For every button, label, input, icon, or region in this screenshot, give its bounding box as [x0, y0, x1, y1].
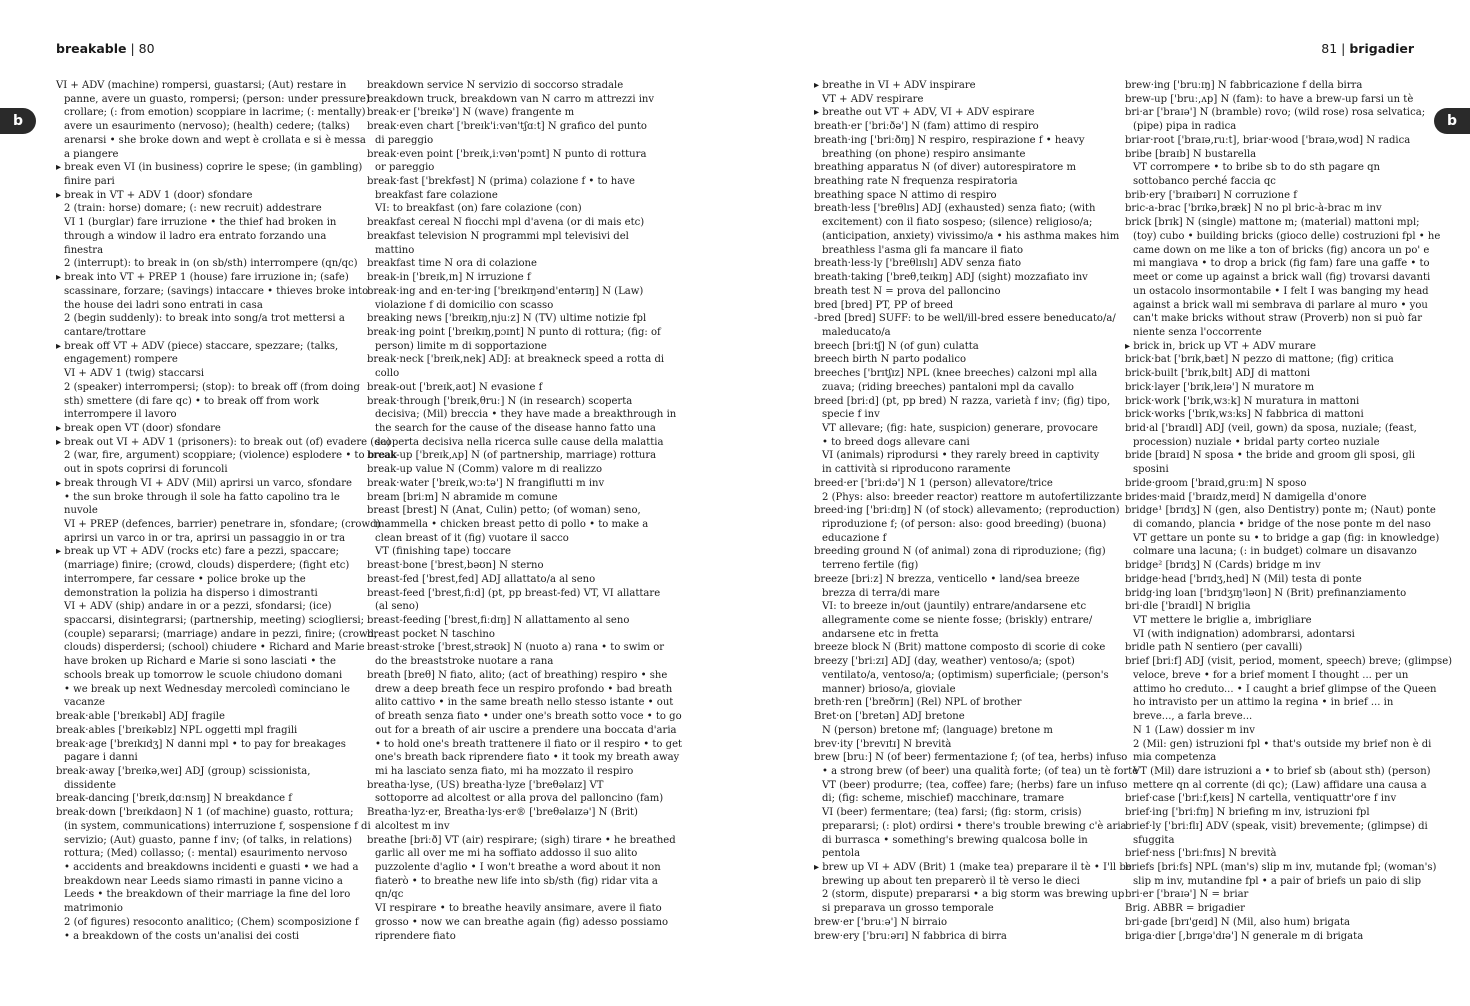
entry-line: ▸ break in VT + ADV 1 (door) sfondare [56, 189, 253, 201]
entry-line: (marriage) finire; (crowd, clouds) disperdere; (fight etc) [64, 560, 350, 572]
entry-line: briar·root ['braɪə,ruːt], briar·wood ['braɪə,wʊd] N radica [1125, 134, 1411, 146]
entry-line: riprendere fiato [375, 930, 456, 942]
entry-line: brid·al ['braɪdl] ADJ (veil, gown) da sposa, nuziale; (feast, [1125, 422, 1417, 434]
entry-line: break·through ['breɪk,θruː] N (in research) scoperta [367, 395, 633, 407]
entry-line: scoperta decisiva nella ricerca sulle cause della malattia [375, 436, 664, 448]
entry-line: excitement) con il fiato sospeso; (silence) religioso/a; [822, 217, 1093, 229]
entry-line: avere un esaurimento (nervoso); (health) cedere; (talks) [64, 121, 350, 133]
entry-line: break·water ['breɪk,wɔːtə'] N frangiflutti m inv [367, 477, 605, 489]
entry-line: the house dei ladri sono entrati in casa [64, 299, 263, 311]
entry-line: brick [brɪk] N (single) mattone m; (material) mattoni mpl; [1125, 217, 1420, 229]
entry-line: schools break up tomorrow le scuole chiudono domani [64, 669, 343, 681]
entry-line: bream [briːm] N abramide m comune [367, 491, 558, 503]
entry-line: alcoltest m inv [375, 820, 450, 832]
entry-line: sottoporre ad alcoltest or alla prova del palloncino (fam) [375, 793, 664, 805]
entry-line: manner) brioso/a, gioviale [822, 683, 956, 695]
entry-line: breed [briːd] (pt, pp bred) N razza, varietà f inv; (fig) tipo, [814, 395, 1111, 407]
entry-line: break·even point ['breɪk,iːvən'pɔɪnt] N punto di rottura [367, 148, 647, 160]
entry-line: break·ing and en·ter·ing ['breɪkɪŋənd'entərɪŋ] N (Law) [367, 285, 644, 297]
entry-line: (toy) cubo • building bricks (gioco delle) costruzioni fpl • he [1133, 230, 1441, 242]
entry-line: break·neck ['breɪk,nek] ADJ: at breakneck speed a rotta di [367, 354, 665, 366]
entry-line: crollare; (: from emotion) scoppiare in lacrime; (: mentally) [64, 107, 366, 119]
entry-line: educazione f [822, 532, 887, 544]
entry-line: out for a breath of air uscire a prendere una boccata d'aria [375, 724, 677, 736]
entry-line: ▸ break off VT + ADV (piece) staccare, spezzare; (talks, [56, 340, 339, 352]
entry-line: breath·er ['briːðə'] N (fam) attimo di respiro [814, 121, 1039, 133]
entry-line: breast·stroke ['brest,strəʊk] N (nuoto a) rana • to swim or [367, 642, 665, 654]
entry-line: brick·work ['brɪk,wɜːk] N muratura in mattoni [1125, 395, 1360, 407]
entry-line: fiaterò • to breathe new life into sb/sth (fig) ridar vita a [375, 875, 658, 887]
entry-line: breathe [briːð] VT (air) respirare; (sigh) tirare • he breathed [367, 834, 676, 846]
entry-line: breakfast television N programmi mpl televisivi del [367, 230, 629, 242]
entry-line: do the breaststroke nuotare a rana [375, 656, 554, 668]
entry-line: • to hold one's breath trattenere il fiato or il respiro • to get [375, 738, 683, 750]
entry-line: VT gettare un ponte su • to bridge a gap (fig: in knowledge) [1133, 532, 1440, 544]
dictionary-column-4 [1125, 79, 1453, 949]
entry-line: mammella • chicken breast petto di pollo • to make a [375, 519, 649, 530]
entry-line: breast-fed ['brest,fed] ADJ allattato/a al seno [367, 573, 596, 585]
entry-line: breve..., a farla breve... [1133, 711, 1253, 723]
entry-line: ▸ brick in, brick up VT + ADV murare [1125, 340, 1316, 352]
entry-line: sposini [1133, 464, 1169, 476]
entry-line: mattino [375, 244, 415, 256]
entry-line: slip m inv, mutandine fpl • a pair of briefs un paio di slip [1133, 875, 1422, 887]
entry-line: meet or come up against a brick wall (fig) trovarsi davanti [1133, 272, 1431, 284]
entry-line: dissidente [64, 779, 117, 791]
entry-line: breast pocket N taschino [367, 628, 495, 640]
entry-line: can't make bricks without straw (Proverb) non si può far [1133, 313, 1423, 325]
entry-line: engagement) rompere [64, 354, 178, 366]
entry-line: mi ha lasciato senza fiato, mi ha mozzato il respiro [375, 765, 634, 777]
entry-line: break-dancing ['breɪk,dɑːnsɪŋ] N breakdance f [56, 793, 292, 805]
entry-line: breathing rate N frequenza respiratoria [814, 176, 1018, 188]
entry-line: qn/qc [375, 889, 404, 901]
entry-line: break·age ['breɪkɪdʒ] N danni mpl • to pay for breakages [56, 738, 346, 750]
entry-line: VI + PREP (defences, barrier) penetrare in, sfondare; (crowd) [64, 519, 381, 530]
entry-line: of breath senza fiato • under one's breath sotto voce • to go [375, 711, 682, 723]
entry-line: break·able ['breɪkəbl] ADJ fragile [56, 711, 225, 723]
entry-line: VI + ADV (machine) rompersi, guastarsi; (Aut) restare in [56, 80, 347, 91]
entry-line: break-up ['breɪk,ʌp] N (of partnership, marriage) rottura [367, 450, 657, 462]
entry-line: spaccarsi, disintegrarsi; (partnership, meeting) sciogliersi; [64, 615, 364, 627]
entry-line: breed·er ['briːdə'] N 1 (person) allevatore/trice [814, 477, 1053, 489]
entry-line: collo [375, 368, 400, 380]
entry-line: breakfast fare colazione [375, 189, 498, 201]
page-header-right [1321, 41, 1414, 56]
entry-line: cantare/trottare [64, 326, 146, 338]
entry-line: breech [briːtʃ] N (of gun) culatta [814, 340, 979, 352]
entry-line: ▸ break up VT + ADV (rocks etc) fare a pezzi, spaccare; [56, 546, 340, 558]
dictionary-column-3 [814, 79, 1139, 949]
entry-line: brew-up ['bruː,ʌp] N (fam): to have a brew-up farsi un tè [1125, 93, 1414, 105]
entry-line: • the sun broke through il sole ha fatto capolino tra le [64, 491, 340, 503]
entry-line: nuvole [64, 505, 98, 517]
entry-line: breeches ['brɪtʃɪz] NPL (knee breeches) calzoni mpl alla [814, 368, 1098, 380]
entry-line: VT mettere le briglie a, imbrigliare [1133, 615, 1312, 627]
entry-line: Breatha·lyz·er, Breatha·lys·er® ['breθəlaɪzə'] N (Brit) [367, 807, 638, 819]
entry-line: Bret·on ['bretən] ADJ bretone [814, 711, 965, 723]
entry-line: sottobanco perché faccia qc [1133, 176, 1276, 188]
entry-line: bridle path N sentiero (per cavalli) [1125, 642, 1303, 654]
entry-line: a piangere [64, 148, 119, 160]
entry-line: brew·ery ['bruːərɪ] N fabbrica di birra [814, 930, 1007, 942]
entry-line: breaking news ['breɪkɪŋ,njuːz] N (TV) ultime notizie fpl [367, 313, 647, 325]
entry-line: bred [bred] PT, PP of breed [814, 299, 954, 311]
entry-line: (in system, communications) interruzione f, sospensione f di [64, 820, 371, 832]
entry-line: (couple) separarsi; (marriage) andare in pezzi, finire; (crowd, [64, 628, 378, 640]
left-guide-word: breakable [56, 41, 127, 56]
entry-line: grosso • now we can breathe again (fig) adesso possiamo [375, 916, 669, 928]
entry-line: mia competenza [1133, 752, 1217, 764]
entry-line: pentola [822, 848, 861, 860]
page-header-left [56, 41, 155, 56]
entry-line: 2 (train: horse) domare; (: new recruit) addestrare [64, 203, 322, 215]
entry-line: attimo ho creduto... • I caught a brief glimpse of the Queen [1133, 683, 1437, 695]
entry-line: breezy ['briːzɪ] ADJ (day, weather) ventoso/a; (spot) [814, 656, 1075, 668]
entry-line: • we break up next Wednesday mercoledì cominciano le [64, 683, 351, 695]
entry-line: 2 (Phys: also: breeder reactor) reattore m autofertilizzante [822, 491, 1123, 503]
entry-line: came down on me like a ton of bricks (fig) ancora un po' e [1133, 244, 1430, 256]
entry-line: the search for the cause of the disease hanno fatto una [375, 422, 656, 434]
entry-line: pagare i danni [64, 752, 138, 764]
entry-line: breast-feeding ['brest,fiːdɪŋ] N allattamento al seno [367, 615, 630, 627]
entry-line: break·even chart ['breɪk'iːvən'tʃɑːt] N grafico del punto [367, 121, 647, 133]
entry-line: VI respirare • to breathe heavily ansimare, avere il fiato [375, 903, 662, 915]
entry-line: breathing space N attimo di respiro [814, 189, 997, 201]
entry-line: breath·less·ly ['breθlɪslɪ] ADV senza fiato [814, 258, 1022, 270]
entry-line: N (person) bretone mf; (language) bretone m [822, 724, 1053, 736]
entry-line: breech birth N parto podalico [814, 354, 967, 366]
thumb-tab-right: b [1434, 108, 1470, 134]
entry-line: break·down ['breɪkdaʊn] N 1 (of machine) guasto, rottura; [56, 807, 354, 819]
entry-line: (al seno) [375, 601, 419, 613]
entry-line: rottura; (Med) collasso; (: mental) esaurimento nervoso [64, 848, 348, 860]
entry-line: VI + ADV 1 (twig) staccarsi [64, 368, 205, 380]
entry-line: brev·ity ['brevɪtɪ] N brevità [814, 738, 952, 750]
entry-line: in cattività si riproducono raramente [822, 464, 1011, 476]
entry-line: interrompere, far cessare • police broke up the [64, 573, 306, 585]
entry-line: di; (fig: scheme, mischief) macchinare, tramare [822, 793, 1065, 805]
entry-line: un ostacolo insormontabile • I felt I was banging my head [1133, 285, 1429, 297]
entry-line: VT corrompere • to bribe sb to do sth pagare qn [1133, 162, 1381, 174]
entry-line: brick·layer ['brɪk,leɪə'] N muratore m [1125, 381, 1315, 393]
entry-line: one's breath back riprendere fiato • it took my breath away [375, 752, 680, 764]
entry-line: (pipe) pipa in radica [1133, 121, 1237, 133]
entry-line: violazione f di domicilio con scasso [375, 299, 554, 311]
entry-line: procession) nuziale • bridal party corteo nuziale [1133, 436, 1380, 448]
entry-line: bri·dle ['braɪdl] N briglia [1125, 601, 1251, 613]
entry-line: VI (animals) riprodursi • they rarely breed in captivity [822, 450, 1100, 462]
entry-line: di comando, plancia • bridge of the nose ponte m del naso [1133, 519, 1431, 530]
entry-line: breathing (on phone) respiro ansimante [822, 148, 1026, 160]
entry-line: brezza di terra/di mare [822, 587, 940, 599]
entry-line: bri·ar ['braɪə'] N (bramble) rovo; (wild rose) rosa selvatica; [1125, 107, 1426, 119]
entry-line: bridge·head ['brɪdʒ,hed] N (Mil) testa di ponte [1125, 573, 1362, 585]
entry-line: VT (finishing tape) toccare [375, 546, 511, 558]
entry-line: terreno fertile (fig) [822, 560, 919, 572]
entry-line: bride [braɪd] N sposa • the bride and groom gli sposi, gli [1125, 450, 1416, 462]
entry-line: veloce, breve • for a brief moment I thought ... per un [1133, 669, 1409, 681]
entry-line: 2 (Mil: gen) istruzioni fpl • that's outside my brief non è di [1133, 738, 1432, 750]
entry-line: breakdown service N servizio di soccorso stradale [367, 80, 624, 91]
entry-line: ▸ breathe out VT + ADV, VI + ADV espirare [814, 107, 1035, 119]
entry-line: finire pari [64, 176, 115, 188]
entry-line: ▸ break even VI (in business) coprire le spese; (in gambling) [56, 162, 363, 174]
entry-line: breakdown truck, breakdown van N carro m attrezzi inv [367, 93, 655, 105]
entry-line: mi mangiava • to drop a brick (fig fam) fare una gaffe • to [1133, 258, 1430, 270]
entry-line: bridge¹ [brɪdʒ] N (gen, also Dentistry) ponte m; (Naut) ponte [1125, 505, 1436, 517]
entry-line: bridg·ing loan ['brɪdʒɪŋ'ləʊn] N (Brit) prefinanziamento [1125, 587, 1407, 599]
entry-line: break·fast ['brekfəst] N (prima) colazione f • to have [367, 176, 635, 188]
entry-line: di pareggio [375, 134, 434, 146]
entry-line: breath test N = prova del palloncino [814, 285, 1001, 297]
entry-line: bribe [braɪb] N bustarella [1125, 148, 1257, 160]
entry-line: break-up value N (Comm) valore m di realizzo [367, 464, 603, 476]
entry-line: VT (Mil) dare istruzioni a • to brief sb (about sth) (person) [1133, 765, 1431, 777]
entry-line: breed·ing ['briːdɪŋ] N (of stock) allevamento; (reproduction) [814, 505, 1120, 517]
entry-line: mettere qn al corrente (di qc); (Law) affidare una causa a [1133, 779, 1427, 791]
entry-line: breakfast cereal N fiocchi mpl d'avena (or di mais etc) [367, 217, 645, 229]
entry-line: riproduzione f; (of person: also: good breeding) (buona) [822, 519, 1107, 530]
entry-line: VI: to breeze in/out (jauntily) entrare/andarsene etc [822, 601, 1087, 613]
entry-line: break·er ['breɪkə'] N (wave) frangente m [367, 107, 575, 119]
entry-line: brick·bat ['brɪk,bæt] N pezzo di mattone; (fig) critica [1125, 354, 1394, 366]
entry-line: si preparava un grosso temporale [822, 903, 994, 915]
entry-line: VI (with indignation) adombrarsi, adontarsi [1133, 628, 1355, 640]
entry-line: brief·ly ['briːflɪ] ADV (speak, visit) brevemente; (glimpse) di [1125, 820, 1428, 832]
entry-line: garlic all over me mi ha soffiato addosso il suo alito [375, 848, 638, 860]
entry-line: VI: to breakfast (on) fare colazione (con) [375, 203, 582, 215]
entry-line: VI + ADV (ship) andare in or a pezzi, sfondarsi; (ice) [64, 601, 332, 613]
entry-line: -bred [bred] SUFF: to be well/ill-bred essere beneducato/a/ [814, 313, 1116, 325]
entry-line: breeding ground N (of animal) zona di riproduzione; (fig) [814, 546, 1106, 558]
entry-line: 2 (war, fire, argument) scoppiare; (violence) esplodere • to break [64, 450, 397, 462]
entry-line: • a breakdown of the costs un'analisi dei costi [64, 930, 300, 942]
entry-line: ▸ break into VT + PREP 1 (house) fare irruzione in; (safe) [56, 272, 349, 284]
entry-line: zuava; (riding breeches) pantaloni mpl da cavallo [822, 381, 1074, 393]
entry-line: niente senza l'occorrente [1133, 326, 1262, 338]
entry-line: 2 (of figures) resoconto analitico; (Chem) scomposizione f [64, 916, 359, 928]
entry-line: prepararsi; (: plot) ordirsi • there's trouble brewing c'è aria [822, 820, 1127, 832]
entry-line: brick-built ['brɪk,bɪlt] ADJ di mattoni [1125, 368, 1311, 380]
entry-line: breast-feed ['brest,fiːd] (pt, pp breast-fed) VT, VI allattare [367, 587, 661, 599]
entry-line: break·away ['breɪkə,weɪ] ADJ (group) scissionista, [56, 765, 311, 777]
entry-line: breathless l'asma gli fa mancare il fiato [822, 244, 1024, 256]
right-page-number: 81 | [1321, 41, 1350, 56]
entry-line: scassinare, forzare; (savings) intaccare • thieves broke into [64, 285, 369, 297]
entry-line: andarsene etc in fretta [822, 628, 939, 640]
entry-line: or pareggio [375, 162, 435, 174]
thumb-tab-left: b [0, 108, 36, 134]
left-page-number: | 80 [126, 41, 155, 56]
entry-line: break-in ['breɪk,ɪn] N irruzione f [367, 272, 531, 284]
entry-line: specie f inv [822, 409, 880, 421]
entry-line: allegramente come se niente fosse; (briskly) entrare/ [822, 615, 1093, 627]
entry-line: ▸ break through VI + ADV (Mil) aprirsi un varco, sfondare [56, 477, 353, 489]
entry-line: brides·maid ['braɪdz,meɪd] N damigella d'onore [1125, 491, 1367, 503]
entry-line: ▸ brew up VI + ADV (Brit) 1 (make tea) preparare il tè • I'll be [814, 861, 1132, 873]
entry-line: 2 (interrupt): to break in (on sb/sth) interrompere (qn/qc) [64, 258, 358, 270]
entry-line: out in spots coprirsi di foruncoli [64, 464, 228, 476]
entry-line: bri·er ['braɪə'] N = briar [1125, 889, 1249, 901]
entry-line: maleducato/a [822, 326, 891, 338]
entry-line: break·ing point ['breɪkɪŋ,pɔɪnt] N punto di rottura; (fig: of [367, 326, 661, 338]
entry-line: breathing apparatus N (of diver) autorespiratore m [814, 162, 1076, 174]
entry-line: brief·ness ['briːfnɪs] N brevità [1125, 848, 1277, 860]
entry-line: breatha·lyse, (US) breatha·lyze ['breθəlaɪz] VT [367, 779, 604, 791]
entry-line: briga·dier [,brɪgə'dɪə'] N generale m di brigata [1125, 930, 1364, 942]
entry-line: breast·bone ['brest,bəʊn] N sterno [367, 560, 544, 572]
entry-line: breakdown near Leeds siamo rimasti in panne vicino a [64, 875, 343, 887]
entry-line: brib·ery ['braɪbərɪ] N corruzione f [1125, 189, 1297, 201]
entry-line: through a window il ladro era entrato forzando una [64, 230, 327, 242]
entry-line: breath·less ['breθlɪs] ADJ (exhausted) senza fiato; (with [814, 203, 1096, 215]
entry-line: decisiva; (Mil) breccia • they have made a breakthrough in [375, 409, 677, 421]
entry-line: vacanze [64, 697, 105, 709]
entry-line: drew a deep breath fece un respiro profondo • bad breath [375, 683, 673, 695]
entry-line: matrimonio [64, 903, 123, 915]
entry-line: briefs [briːfs] NPL (man's) slip m inv, mutande fpl; (woman's) [1125, 861, 1437, 873]
entry-line: 2 (speaker) interrompersi; (stop): to break off (from doing [64, 381, 360, 393]
entry-line: Leeds • the breakdown of their marriage la fine del loro [64, 889, 351, 901]
entry-line: brewing up about ten preparerò il tè verso le dieci [822, 875, 1080, 887]
entry-line: puzzolente d'aglio • I won't breathe a word about it non [375, 861, 661, 873]
entry-line: sth) smettere (di fare qc) • to break off from work [64, 395, 320, 407]
entry-line: brew·ing ['bruːɪŋ] N fabbricazione f della birra [1125, 80, 1363, 91]
entry-line: arenarsi • she broke down and wept è crollata e si è messa [64, 134, 366, 146]
entry-line: breeze block N (Brit) mattone composto di scorie di coke [814, 642, 1106, 654]
entry-line: person) limite m di sopportazione [375, 340, 547, 352]
entry-line: breast [brest] N (Anat, Culin) petto; (of woman) seno, [367, 505, 641, 517]
entry-line: against a brick wall mi sembrava di parlare al muro • you [1133, 299, 1428, 311]
entry-line: breath [breθ] N fiato, alito; (act of breathing) respiro • she [367, 669, 668, 681]
entry-line: breath·taking ['breθ,teɪkɪŋ] ADJ (sight) mozzafiato inv [814, 272, 1088, 284]
entry-line: bride·groom ['braɪd,gruːm] N sposo [1125, 477, 1307, 489]
entry-line: VT + ADV respirare [822, 93, 924, 105]
entry-line: breth·ren ['breðrɪn] (Rel) NPL of brother [814, 697, 1022, 709]
entry-line: brief·ing ['briːfɪŋ] N briefing m inv, istruzioni fpl [1125, 807, 1370, 819]
entry-line: breath·ing ['briːðɪŋ] N respiro, respirazione f • heavy [814, 134, 1085, 146]
entry-line: sfuggita [1133, 834, 1175, 846]
entry-line: servizio; (Aut) guasto, panne f inv; (of talks, in relations) [64, 834, 353, 846]
entry-line: bridge² [brɪdʒ] N (Cards) bridge m inv [1125, 560, 1321, 572]
entry-line: • to breed dogs allevare cani [822, 436, 970, 448]
entry-line: brick·works ['brɪk,wɜːks] N fabbrica di mattoni [1125, 409, 1364, 421]
entry-line: • a strong brew (of beer) una qualità forte; (of tea) un tè forte [822, 765, 1139, 777]
entry-line: ▸ break out VI + ADV 1 (prisoners): to break out (of) evadere (da) [56, 436, 391, 448]
right-guide-word: brigadier [1349, 41, 1414, 56]
entry-line: (anticipation, anxiety) vivissimo/a • his asthma makes him [822, 230, 1120, 242]
entry-line: have broken up Richard e Marie si sono lasciati • the [64, 656, 336, 668]
entry-line: brew [bruː] N (of beer) fermentazione f; (of tea, herbs) infuso [814, 752, 1128, 764]
entry-line: bric-a-brac ['brɪkə,bræk] N no pl bric-à-brac m inv [1125, 203, 1382, 215]
entry-line: clean breast of it (fig) vuotare il sacco [375, 532, 569, 544]
entry-line: finestra [64, 244, 104, 256]
entry-line: ventilato/a, ventoso/a; (optimism) superficiale; (person's [822, 669, 1109, 681]
entry-line: break-out ['breɪk,aʊt] N evasione f [367, 381, 543, 393]
entry-line: VI (beer) fermentare; (tea) farsi; (fig: storm, crisis) [822, 807, 1082, 819]
entry-line: interrompere il lavoro [64, 409, 177, 421]
entry-line: ▸ breathe in VI + ADV inspirare [814, 80, 976, 91]
entry-line: alito cattivo • in the same breath nello stesso istante • out [375, 697, 674, 709]
entry-line: VT (beer) produrre; (tea, coffee) fare; (herbs) fare un infuso [822, 779, 1128, 791]
entry-line: 2 (storm, dispute) prepararsi • a big storm was brewing up [822, 889, 1125, 901]
entry-line: aprirsi un varco in or tra, aprirsi un passaggio in or tra [64, 532, 346, 544]
entry-line: panne, avere un guasto, rompersi; (person: under pressure) [64, 93, 370, 105]
entry-line: clouds) disperdersi; (school) chiudere • Richard and Marie [64, 642, 365, 654]
entry-line: bri·gade [brɪ'geɪd] N (Mil, also hum) brigata [1125, 916, 1350, 928]
entry-line: breakfast time N ora di colazione [367, 258, 537, 270]
entry-line: demonstration la polizia ha disperso i dimostranti [64, 587, 318, 599]
entry-line: ▸ break open VT (door) sfondare [56, 422, 221, 434]
entry-line: brief·case ['briːf,keɪs] N cartella, ventiquattr'ore f inv [1125, 793, 1397, 805]
dictionary-column-2 [367, 79, 683, 949]
entry-line: • accidents and breakdowns incidenti e guasti • we had a [64, 861, 359, 873]
entry-line: di burrasca • something's brewing qualcosa bolle in [822, 834, 1088, 846]
entry-line: break·ables ['breɪkəblz] NPL oggetti mpl fragili [56, 724, 298, 736]
entry-line: brief [briːf] ADJ (visit, period, moment, speech) breve; (glimpse) [1125, 656, 1453, 668]
entry-line: N 1 (Law) dossier m inv [1133, 724, 1255, 736]
entry-line: ho intravisto per un attimo la regina • in brief ... in [1133, 697, 1394, 709]
entry-line: VT allevare; (fig: hate, suspicion) generare, provocare [822, 422, 1098, 434]
entry-line: Brig. ABBR = brigadier [1125, 903, 1245, 915]
entry-line: colmare una lacuna; (: in budget) colmare un disavanzo [1133, 546, 1417, 558]
entry-line: breeze [briːz] N brezza, venticello • land/sea breeze [814, 573, 1080, 585]
entry-line: 2 (begin suddenly): to break into song/a trot mettersi a [64, 313, 345, 325]
entry-line: VI 1 (burglar) fare irruzione • the thief had broken in [64, 217, 337, 229]
entry-line: brew·er ['bruːə'] N birraio [814, 916, 947, 928]
